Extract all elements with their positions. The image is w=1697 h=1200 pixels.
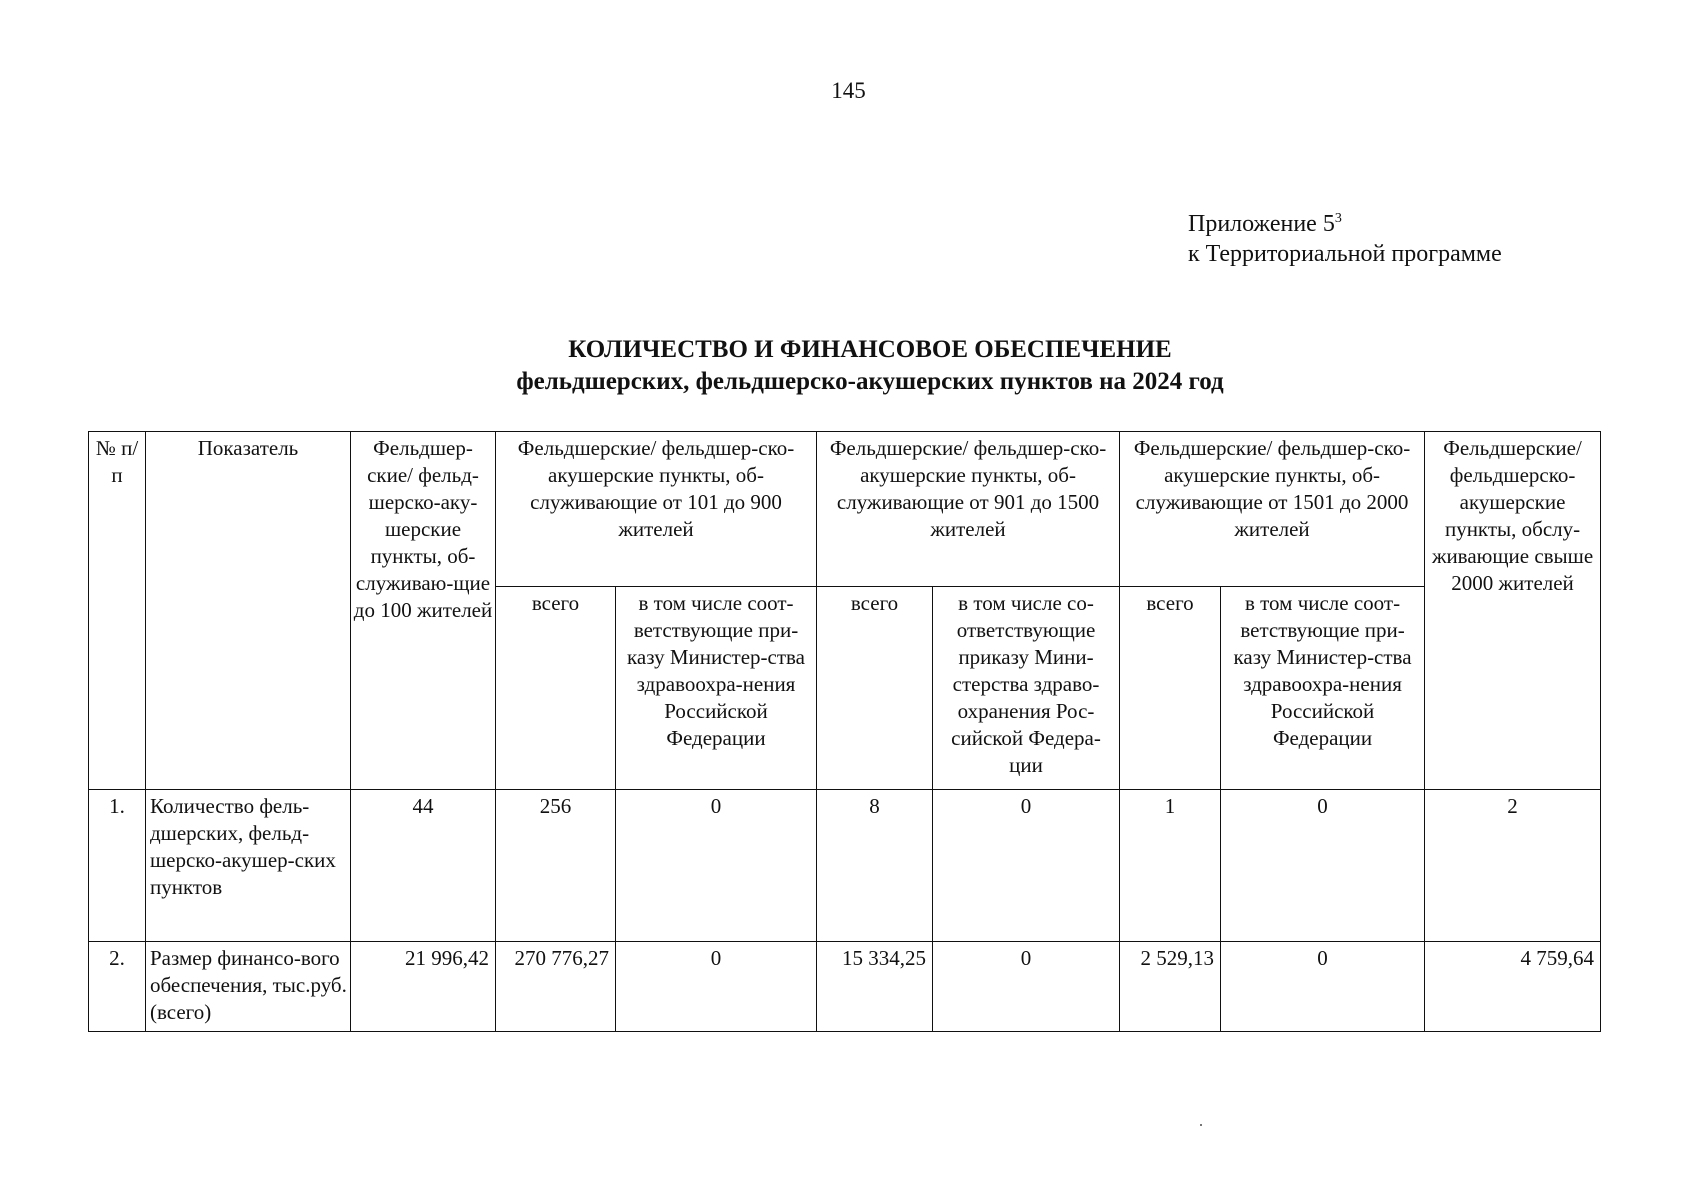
header-row-1 xyxy=(89,432,1601,587)
cell-g3-compliant: 0 xyxy=(1221,790,1425,942)
table-row xyxy=(89,942,1601,1032)
title-line-1: КОЛИЧЕСТВО И ФИНАНСОВОЕ ОБЕСПЕЧЕНИЕ xyxy=(568,336,1172,363)
appendix-label: Приложение 5 xyxy=(1188,211,1335,237)
header-g1-total: всего xyxy=(496,587,616,790)
table-row xyxy=(89,790,1601,942)
page-number: 145 xyxy=(831,78,866,103)
cell-over-2000: 4 759,64 xyxy=(1425,942,1601,1032)
header-g3-compliant: в том числе соот-ветствующие при-казу Министер-ства здравоохра-нения Российской Федерации xyxy=(1221,587,1425,790)
header-g3-total: всего xyxy=(1120,587,1221,790)
funding-table xyxy=(88,431,1601,1032)
document-title xyxy=(0,334,1697,398)
title-line-2: фельдшерских, фельдшерско-акушерских пунктов на 2024 год xyxy=(516,368,1224,395)
appendix-line-1 xyxy=(1188,204,1502,239)
row-num: 2. xyxy=(89,942,146,1032)
header-indicator: Показатель xyxy=(146,432,351,790)
cell-g3-total: 2 529,13 xyxy=(1120,942,1221,1032)
appendix-line-2: к Территориальной программе xyxy=(1188,241,1502,267)
cell-g1-compliant: 0 xyxy=(616,942,817,1032)
header-g2-compliant: в том числе со-ответствующие приказу Мини-стерства здраво-охранения Рос-сийской Федера-ции xyxy=(933,587,1120,790)
row-num: 1. xyxy=(89,790,146,942)
cell-g1-compliant: 0 xyxy=(616,790,817,942)
header-over-2000: Фельдшерские/ фельдшерско-акушерские пункты, обслу-живающие свыше 2000 жителей xyxy=(1425,432,1601,790)
cell-g2-total: 15 334,25 xyxy=(817,942,933,1032)
header-up-to-100: Фельдшер-ские/ фельд-шерско-аку-шерские пункты, об-служиваю-щие до 100 жителей xyxy=(351,432,496,790)
header-g1-compliant: в том числе соот-ветствующие при-казу Министер-ства здравоохра-нения Российской Федерации xyxy=(616,587,817,790)
row-indicator: Размер финансо-вого обеспечения, тыс.руб. (всего) xyxy=(146,942,351,1032)
row-indicator: Количество фель-дшерских, фельд-шерско-акушер-ских пунктов xyxy=(146,790,351,942)
appendix-superscript: 3 xyxy=(1334,211,1342,226)
header-num: № п/п xyxy=(89,432,146,790)
scan-speck xyxy=(1200,1124,1202,1126)
header-g2-total: всего xyxy=(817,587,933,790)
cell-over-2000: 2 xyxy=(1425,790,1601,942)
cell-g3-total: 1 xyxy=(1120,790,1221,942)
cell-up-to-100: 44 xyxy=(351,790,496,942)
cell-g3-compliant: 0 xyxy=(1221,942,1425,1032)
cell-g2-total: 8 xyxy=(817,790,933,942)
cell-up-to-100: 21 996,42 xyxy=(351,942,496,1032)
cell-g2-compliant: 0 xyxy=(933,942,1120,1032)
header-group-901-1500: Фельдшерские/ фельдшер-ско-акушерские пункты, об-служивающие от 901 до 1500 жителей xyxy=(817,432,1120,587)
header-group-101-900: Фельдшерские/ фельдшер-ско-акушерские пункты, об-служивающие от 101 до 900 жителей xyxy=(496,432,817,587)
appendix-reference xyxy=(1188,204,1502,269)
cell-g1-total: 256 xyxy=(496,790,616,942)
cell-g2-compliant: 0 xyxy=(933,790,1120,942)
header-group-1501-2000: Фельдшерские/ фельдшер-ско-акушерские пункты, об-служивающие от 1501 до 2000 жителей xyxy=(1120,432,1425,587)
cell-g1-total: 270 776,27 xyxy=(496,942,616,1032)
